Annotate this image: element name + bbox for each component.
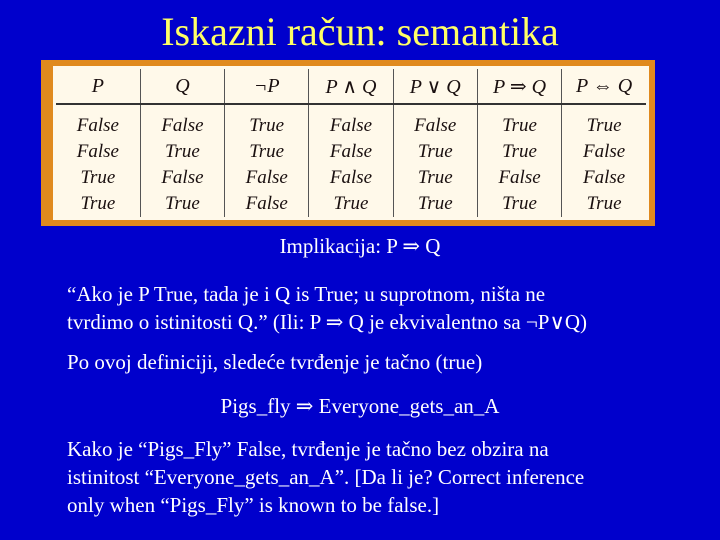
conclusion-line-3: only when “Pigs_Fly” is known to be false.] xyxy=(67,493,440,517)
table-cell: True xyxy=(140,139,224,165)
table-cell: True xyxy=(477,139,561,165)
table-cell: False xyxy=(309,104,393,139)
table-cell: True xyxy=(309,191,393,217)
table-cell: False xyxy=(76,141,119,162)
table-cell: False xyxy=(393,104,477,139)
table-cell: False xyxy=(140,104,224,139)
table-cell: True xyxy=(393,165,477,191)
table-cell: True xyxy=(393,139,477,165)
table-header-row xyxy=(56,69,646,104)
header-or: P ∨ Q xyxy=(393,69,477,104)
table-cell: False xyxy=(309,165,393,191)
table-row xyxy=(56,104,646,139)
header-not-p: ¬P xyxy=(225,69,309,104)
table-cell: True xyxy=(393,191,477,217)
table-cell: False xyxy=(309,139,393,165)
definition-line: Po ovoj definiciji, sledeće tvrđenje je tačno (true) xyxy=(67,350,483,374)
table-cell: False xyxy=(76,115,119,136)
header-p: P xyxy=(56,69,140,104)
table-cell: False xyxy=(477,165,561,191)
table-row xyxy=(56,191,646,217)
table-cell: True xyxy=(562,191,646,217)
table-cell: True xyxy=(225,104,309,139)
truth-table xyxy=(56,69,646,217)
truth-table-panel xyxy=(53,66,649,220)
table-cell: True xyxy=(477,104,561,139)
table-cell: False xyxy=(140,165,224,191)
header-iff: P ⇔ Q xyxy=(562,69,646,104)
table-cell: True xyxy=(80,167,116,188)
example-statement: Pigs_fly ⇒ Everyone_gets_an_A xyxy=(220,394,500,418)
conclusion-line-2: istinitost “Everyone_gets_an_A”. [Da li je? Correct inference xyxy=(67,465,585,489)
table-cell: False xyxy=(562,139,646,165)
table-row xyxy=(56,165,646,191)
header-implies: P ⇒ Q xyxy=(477,69,561,104)
table-cell: True xyxy=(225,139,309,165)
table-cell: False xyxy=(562,165,646,191)
conclusion-line-1: Kako je “Pigs_Fly” False, tvrđenje je tačno bez obzira na xyxy=(67,437,549,461)
header-and: P ∧ Q xyxy=(309,69,393,104)
table-cell: True xyxy=(80,193,116,214)
table-cell: True xyxy=(477,191,561,217)
table-cell: True xyxy=(140,191,224,217)
truth-table-frame xyxy=(41,60,655,226)
table-cell: False xyxy=(225,165,309,191)
table-cell: False xyxy=(225,191,309,217)
implication-label: Implikacija: P ⇒ Q xyxy=(279,234,441,258)
table-row xyxy=(56,139,646,165)
quote-line-1: “Ako je P True, tada je i Q is True; u suprotnom, ništa ne xyxy=(67,282,546,306)
table-cell: True xyxy=(562,104,646,139)
header-q: Q xyxy=(140,69,224,104)
slide-title: Iskazni račun: semantika xyxy=(161,9,559,54)
quote-line-2: tvrdimo o istinitosti Q.” (Ili: P ⇒ Q je ekvivalentno sa ¬P∨Q) xyxy=(67,310,587,334)
